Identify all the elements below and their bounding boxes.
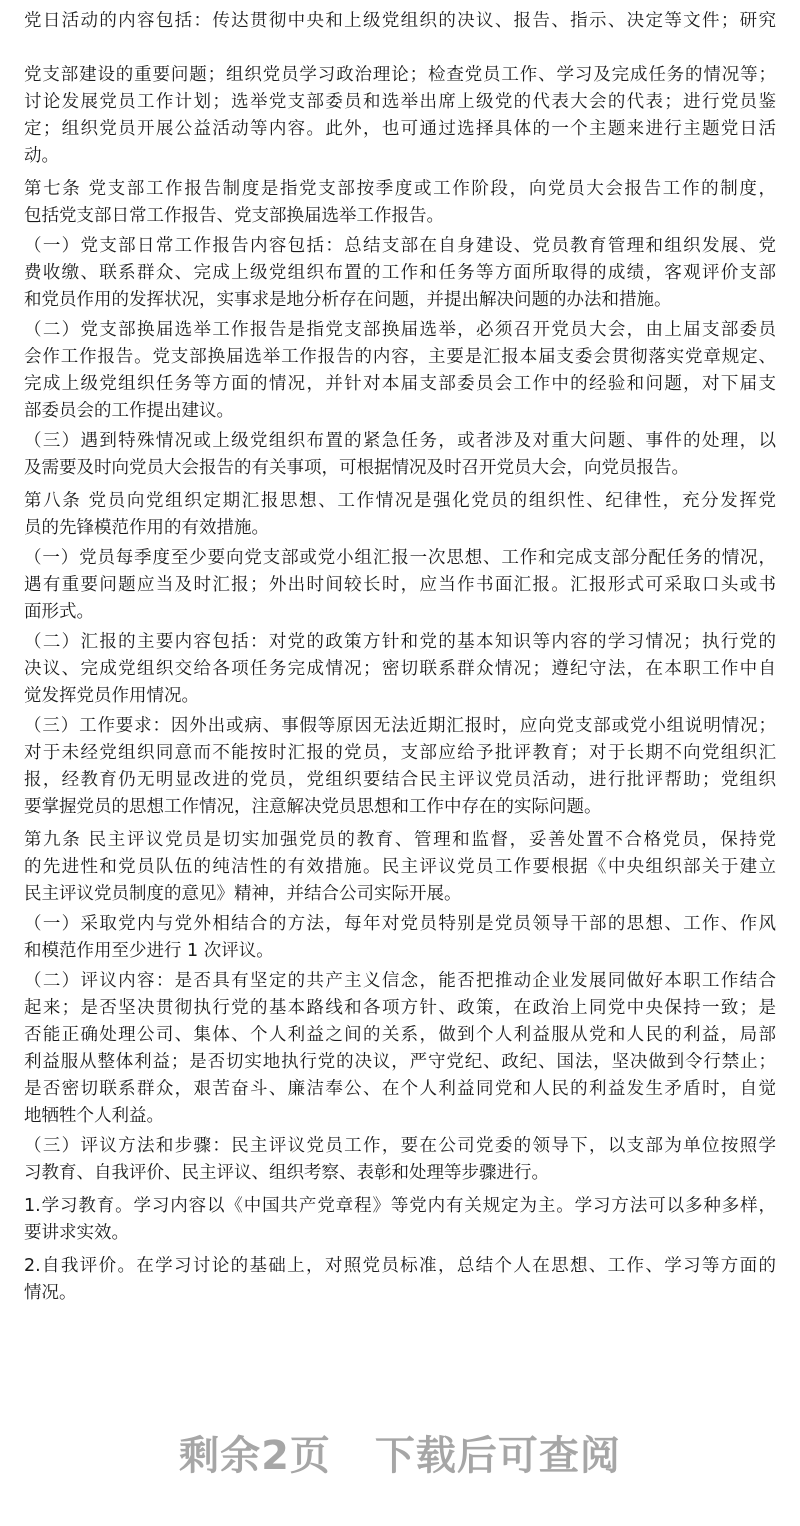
text-line: 情况。 xyxy=(24,1283,77,1303)
text-line: 完成上级党组织任务等方面的情况，并针对本届支部委员会工作中的经验和问题，对下届支 xyxy=(24,374,776,394)
paragraph xyxy=(24,713,776,821)
text-line: 对于未经党组织同意而不能按时汇报的党员，支部应给予批评教育；对于长期不向党组织汇 xyxy=(24,743,776,763)
text-line: 和模范作用至少进行 1 次评议。 xyxy=(24,941,274,961)
paragraph xyxy=(24,8,776,35)
paragraph xyxy=(24,968,776,1130)
text-line: 遇有重要问题应当及时汇报；外出时间较长时，应当作书面汇报。汇报形式可采取口头或书 xyxy=(24,575,776,595)
text-line: （三）评议方法和步骤：民主评议党员工作，要在公司党委的领导下，以支部为单位按照学 xyxy=(24,1136,776,1156)
text-line: 党支部建设的重要问题；组织党员学习政治理论；检查党员工作、学习及完成任务的情况等； xyxy=(24,65,776,85)
download-hint-text: 下载后可查阅 xyxy=(374,1433,621,1479)
paragraph xyxy=(24,488,776,542)
text-line: 动。 xyxy=(24,146,59,166)
text-line: 习教育、自我评价、民主评议、组织考察、表彰和处理等步骤进行。 xyxy=(24,1163,549,1183)
text-line: （一）党员每季度至少要向党支部或党小组汇报一次思想、工作和完成支部分配任务的情况， xyxy=(24,548,776,568)
text-line: 地牺牲个人利益。 xyxy=(24,1106,164,1126)
paragraph xyxy=(24,545,776,626)
paragraph xyxy=(24,62,776,170)
text-line: 起来；是否坚决贯彻执行党的基本路线和各项方针、政策，在政治上同党中央保持一致；是 xyxy=(24,998,776,1018)
text-line: 第八条 党员向党组织定期汇报思想、工作情况是强化党员的组织性、纪律性，充分发挥党 xyxy=(24,491,776,511)
text-line: 面形式。 xyxy=(24,602,94,622)
text-line: 觉发挥党员作用情况。 xyxy=(24,686,199,706)
text-line: 是否密切联系群众，艰苦奋斗、廉洁奉公、在个人利益同党和人民的利益发生矛盾时，自觉 xyxy=(24,1079,776,1099)
paragraph xyxy=(24,629,776,710)
paragraph xyxy=(24,176,776,230)
text-line: 党日活动的内容包括：传达贯彻中央和上级党组织的决议、报告、指示、决定等文件；研究 xyxy=(24,11,776,31)
text-line: 报，经教育仍无明显改进的党员，党组织要结合民主评议党员活动，进行批评帮助；党组织 xyxy=(24,770,776,790)
text-line: （二）党支部换届选举工作报告是指党支部换届选举，必须召开党员大会，由上届支部委员 xyxy=(24,320,776,340)
text-line: （三）工作要求：因外出或病、事假等原因无法近期汇报时，应向党支部或党小组说明情况； xyxy=(24,716,776,736)
text-line: 1.学习教育。学习内容以《中国共产党章程》等党内有关规定为主。学习方法可以多种多样， xyxy=(24,1196,776,1216)
text-line: （二）评议内容：是否具有坚定的共产主义信念，能否把推动企业发展同做好本职工作结合 xyxy=(24,971,776,991)
text-line: 定；组织党员开展公益活动等内容。此外，也可通过选择具体的一个主题来进行主题党日活 xyxy=(24,119,776,139)
text-line: （二）汇报的主要内容包括：对党的政策方针和党的基本知识等内容的学习情况；执行党的 xyxy=(24,632,776,652)
text-line: 第九条 民主评议党员是切实加强党员的教育、管理和监督，妥善处置不合格党员，保持党 xyxy=(24,830,776,850)
text-line: 2.自我评价。在学习讨论的基础上，对照党员标准，总结个人在思想、工作、学习等方面的 xyxy=(24,1256,776,1276)
text-line: 第七条 党支部工作报告制度是指党支部按季度或工作阶段，向党员大会报告工作的制度， xyxy=(24,179,776,199)
text-line: 部委员会的工作提出建议。 xyxy=(24,401,234,421)
text-line: 民主评议党员制度的意见》精神，并结合公司实际开展。 xyxy=(24,884,462,904)
text-line: 及需要及时向党员大会报告的有关事项，可根据情况及时召开党员大会，向党员报告。 xyxy=(24,458,689,478)
paragraph xyxy=(24,428,776,482)
text-line: （一）采取党内与党外相结合的方法，每年对党员特别是党员领导干部的思想、工作、作风 xyxy=(24,914,776,934)
text-line: 要掌握党员的思想工作情况，注意解决党员思想和工作中存在的实际问题。 xyxy=(24,797,602,817)
remaining-pages-text: 剩余2页 xyxy=(179,1433,331,1479)
text-line: 要讲求实效。 xyxy=(24,1223,129,1243)
paragraph xyxy=(24,317,776,425)
download-prompt[interactable] xyxy=(0,1424,800,1481)
text-line: （三）遇到特殊情况或上级党组织布置的紧急任务，或者涉及对重大问题、事件的处理，以 xyxy=(24,431,776,451)
text-line: 决议、完成党组织交给各项任务完成情况；密切联系群众情况；遵纪守法，在本职工作中自 xyxy=(24,659,776,679)
paragraph xyxy=(24,911,776,965)
text-line: 费收缴、联系群众、完成上级党组织布置的工作和任务等方面所取得的成绩，客观评价支部 xyxy=(24,263,776,283)
document-body xyxy=(24,8,776,1307)
text-line: 讨论发展党员工作计划；选举党支部委员和选举出席上级党的代表大会的代表；进行党员鉴 xyxy=(24,92,776,112)
text-line: 的先进性和党员队伍的纯洁性的有效措施。民主评议党员工作要根据《中央组织部关于建立 xyxy=(24,857,776,877)
text-line: （一）党支部日常工作报告内容包括：总结支部在自身建设、党员教育管理和组织发展、党 xyxy=(24,236,776,256)
paragraph xyxy=(24,827,776,908)
paragraph xyxy=(24,233,776,314)
paragraph xyxy=(24,1133,776,1187)
text-line: 包括党支部日常工作报告、党支部换届选举工作报告。 xyxy=(24,206,444,226)
text-line: 和党员作用的发挥状况，实事求是地分析存在问题，并提出解决问题的办法和措施。 xyxy=(24,290,672,310)
text-line: 会作工作报告。党支部换届选举工作报告的内容，主要是汇报本届支委会贯彻落实党章规定、 xyxy=(24,347,776,367)
text-line: 员的先锋模范作用的有效措施。 xyxy=(24,518,269,538)
text-line: 利益服从整体利益；是否切实地执行党的决议，严守党纪、政纪、国法，坚决做到令行禁止； xyxy=(24,1052,776,1072)
text-line: 否能正确处理公司、集体、个人利益之间的关系，做到个人利益服从党和人民的利益，局部 xyxy=(24,1025,776,1045)
paragraph xyxy=(24,1193,776,1247)
paragraph xyxy=(24,1253,776,1307)
